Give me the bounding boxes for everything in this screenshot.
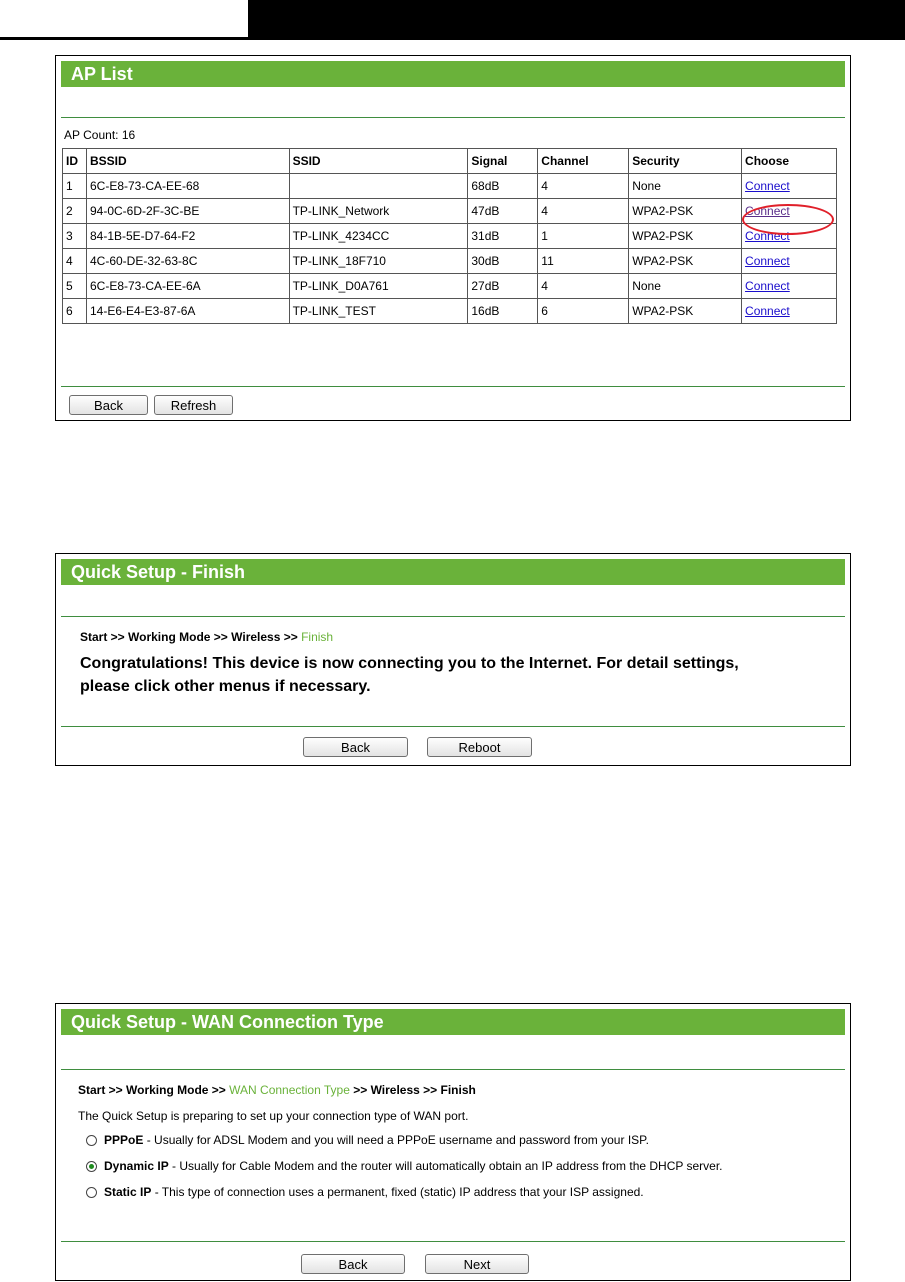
header-rule (0, 37, 905, 40)
intro-text: The Quick Setup is preparing to set up your connection type of WAN port. (78, 1109, 469, 1123)
column-header: SSID (289, 149, 468, 174)
dynamic-ip-option (104, 1159, 723, 1173)
cell-security: WPA2-PSK (629, 224, 742, 249)
cell-id: 2 (63, 199, 87, 224)
divider (61, 616, 845, 617)
cell-choose (742, 274, 837, 299)
breadcrumb-path-rest: >> Wireless >> Finish (349, 1083, 476, 1097)
message-line: Congratulations! This device is now connecting you to the Internet. For detail settings, (80, 655, 739, 672)
breadcrumb-path: Start >> Working Mode >> Wireless >> (80, 630, 302, 644)
cell-id: 5 (63, 274, 87, 299)
cell-choose (742, 174, 837, 199)
cell-channel: 1 (538, 224, 629, 249)
table-row (63, 274, 837, 299)
cell-choose (742, 299, 837, 324)
table-header-row (63, 149, 837, 174)
static-ip-option (104, 1185, 644, 1199)
cell-bssid: 14-E6-E4-E3-87-6A (86, 299, 289, 324)
cell-channel: 11 (538, 249, 629, 274)
next-button[interactable]: Next (425, 1254, 529, 1274)
breadcrumb-path: Start >> Working Mode >> (78, 1083, 230, 1097)
connect-link[interactable]: Connect (745, 229, 790, 243)
divider (61, 1241, 845, 1242)
cell-signal: 31dB (468, 224, 538, 249)
cell-ssid: TP-LINK_4234CC (289, 224, 468, 249)
back-button[interactable]: Back (301, 1254, 405, 1274)
breadcrumb-current: Finish (301, 630, 334, 644)
wan-connection-type-panel (55, 1003, 851, 1281)
ap-list-title: AP List (61, 61, 845, 87)
column-header: BSSID (86, 149, 289, 174)
cell-id: 4 (63, 249, 87, 274)
cell-ssid: TP-LINK_Network (289, 199, 468, 224)
table-row (63, 249, 837, 274)
table-row (63, 174, 837, 199)
connect-link[interactable]: Connect (745, 304, 790, 318)
cell-id: 3 (63, 224, 87, 249)
table-row (63, 199, 837, 224)
highlight-circle (742, 204, 834, 235)
breadcrumb (80, 630, 333, 644)
cell-id: 6 (63, 299, 87, 324)
cell-security: WPA2-PSK (629, 249, 742, 274)
option-name: PPPoE (104, 1133, 144, 1147)
cell-channel: 4 (538, 199, 629, 224)
cell-signal: 27dB (468, 274, 538, 299)
divider (61, 1069, 845, 1070)
header-dark-block (248, 0, 905, 37)
cell-id: 1 (63, 174, 87, 199)
connect-link[interactable]: Connect (745, 179, 790, 193)
cell-channel: 6 (538, 299, 629, 324)
cell-bssid: 94-0C-6D-2F-3C-BE (86, 199, 289, 224)
cell-security: None (629, 274, 742, 299)
pppoe-radio[interactable] (86, 1135, 97, 1146)
back-button[interactable]: Back (69, 395, 148, 415)
divider (61, 117, 845, 118)
cell-signal: 30dB (468, 249, 538, 274)
option-name: Static IP (104, 1185, 152, 1199)
cell-ssid: TP-LINK_18F710 (289, 249, 468, 274)
ap-list-panel (55, 55, 851, 421)
cell-signal: 68dB (468, 174, 538, 199)
connect-link[interactable]: Connect (745, 279, 790, 293)
quick-setup-finish-panel (55, 553, 851, 766)
table-row (63, 299, 837, 324)
breadcrumb (78, 1083, 476, 1097)
cell-ssid (289, 174, 468, 199)
finish-title: Quick Setup - Finish (61, 559, 845, 585)
cell-security: None (629, 174, 742, 199)
cell-security: WPA2-PSK (629, 199, 742, 224)
connect-link[interactable]: Connect (745, 204, 790, 218)
static-ip-radio[interactable] (86, 1187, 97, 1198)
cell-bssid: 4C-60-DE-32-63-8C (86, 249, 289, 274)
connect-link[interactable]: Connect (745, 254, 790, 268)
option-desc: - This type of connection uses a permanent, fixed (static) IP address that your ISP assigned. (151, 1185, 644, 1199)
column-header: ID (63, 149, 87, 174)
divider (61, 726, 845, 727)
option-desc: - Usually for Cable Modem and the router will automatically obtain an IP address from the DHCP server. (168, 1159, 723, 1173)
column-header: Security (629, 149, 742, 174)
ap-table (62, 148, 837, 324)
column-header: Choose (742, 149, 837, 174)
cell-signal: 47dB (468, 199, 538, 224)
ap-count: AP Count: 16 (64, 128, 136, 142)
cell-ssid: TP-LINK_D0A761 (289, 274, 468, 299)
breadcrumb-current: WAN Connection Type (229, 1083, 350, 1097)
reboot-button[interactable]: Reboot (427, 737, 532, 757)
back-button[interactable]: Back (303, 737, 408, 757)
option-desc: - Usually for ADSL Modem and you will need a PPPoE username and password from your ISP. (143, 1133, 649, 1147)
cell-choose (742, 249, 837, 274)
table-row (63, 224, 837, 249)
cell-security: WPA2-PSK (629, 299, 742, 324)
cell-bssid: 6C-E8-73-CA-EE-68 (86, 174, 289, 199)
cell-bssid: 6C-E8-73-CA-EE-6A (86, 274, 289, 299)
cell-channel: 4 (538, 174, 629, 199)
message-line: please click other menus if necessary. (80, 678, 371, 695)
column-header: Signal (468, 149, 538, 174)
dynamic-ip-radio[interactable] (86, 1161, 97, 1172)
wan-title: Quick Setup - WAN Connection Type (61, 1009, 845, 1035)
pppoe-option (104, 1133, 649, 1147)
column-header: Channel (538, 149, 629, 174)
option-name: Dynamic IP (104, 1159, 169, 1173)
document-header-bar (0, 0, 905, 40)
cell-bssid: 84-1B-5E-D7-64-F2 (86, 224, 289, 249)
cell-ssid: TP-LINK_TEST (289, 299, 468, 324)
divider (61, 386, 845, 387)
congratulations-message (80, 652, 739, 698)
cell-signal: 16dB (468, 299, 538, 324)
cell-channel: 4 (538, 274, 629, 299)
refresh-button[interactable]: Refresh (154, 395, 233, 415)
